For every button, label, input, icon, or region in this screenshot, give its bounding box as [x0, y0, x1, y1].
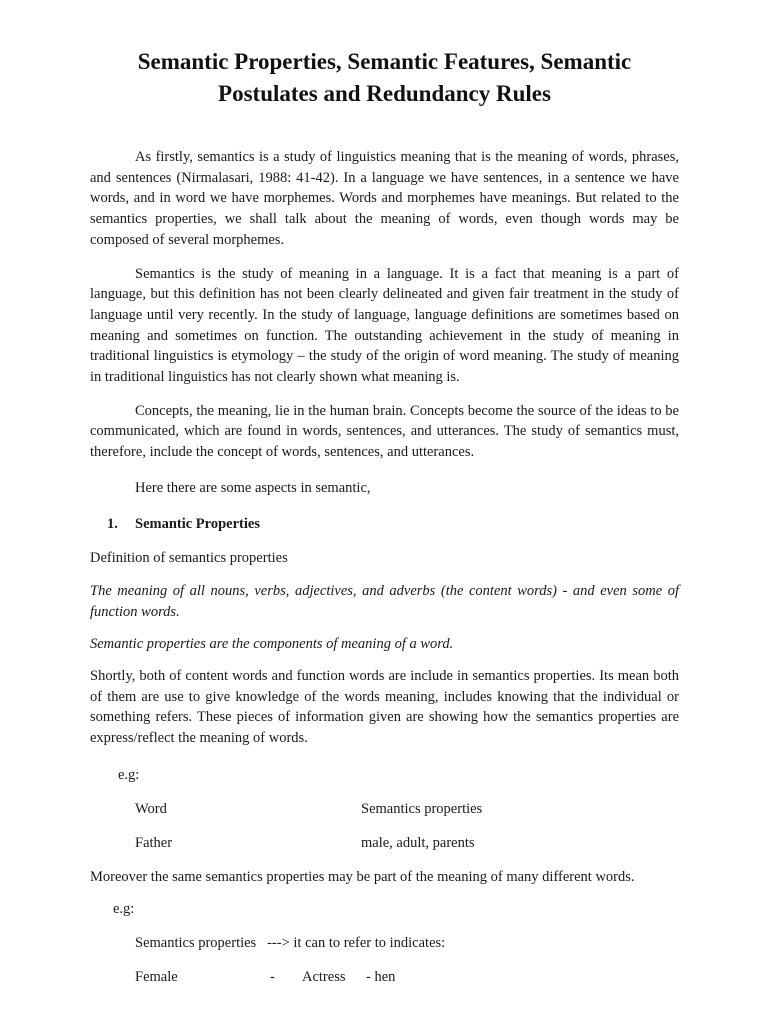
- document-title: [90, 46, 679, 110]
- title-line-1: Semantic Properties, Semantic Features, Semantic: [137, 49, 632, 74]
- example-1-header-word: Word: [135, 800, 167, 817]
- example-2-label: e.g:: [113, 901, 135, 918]
- paragraph-2: Semantics is the study of meaning in a language. It is a fact that meaning is a part of language, but this definition has not been clearly delineated and given fair treatment in the study of language until very recently. In the study of language, language definitions are sometimes based on meaning and sometimes on function. The outstanding achievement in the study of meaning in traditional linguistics is etymology – the study of the origin of word meaning. The study of meaning in traditional linguistics has not clearly shown what meaning is.: [90, 265, 679, 386]
- paragraph-4: Shortly, both of content words and function words are include in semantics properties. Its mean both of them are use to give knowledge of the words meaning, includes knowing that the individual or something refers. These pieces of information given are showing how the semantics properties are express/reflect the meaning of words.: [90, 668, 679, 747]
- example-2-header-row: [90, 933, 679, 954]
- italic-definition-2: Semantic properties are the components of meaning of a word.: [90, 636, 454, 653]
- example-1-header-properties: Semantics properties: [361, 800, 483, 817]
- section-heading: [90, 514, 679, 535]
- definition-title: Definition of semantics properties: [90, 550, 288, 567]
- italic-definition-1: The meaning of all nouns, verbs, adjectives, and adverbs (the content words) - and even some of function words.: [90, 582, 679, 620]
- section-number: 1.: [107, 515, 118, 532]
- example-2-word-1: Actress: [302, 968, 346, 985]
- example-2-header-left: [135, 933, 445, 954]
- example-2-header-left-text: Semantics properties: [135, 934, 257, 951]
- paragraph-5: Moreover the same semantics properties may be part of the meaning of many different words.: [90, 868, 635, 885]
- example-2-word-2: - hen: [366, 968, 396, 985]
- section-title: Semantic Properties: [135, 515, 260, 532]
- title-line-2: Postulates and Redundancy Rules: [218, 81, 551, 106]
- example-2-property: Female: [135, 968, 178, 985]
- intro-line: Here there are some aspects in semantic,: [135, 479, 371, 496]
- paragraph-3: Concepts, the meaning, lie in the human brain. Concepts become the source of the ideas to be communicated, which are found in words, sentences, and utterances. The study of semantics must, therefore, include the concept of words, sentences, and utterances.: [90, 402, 679, 461]
- example-1-word: Father: [135, 834, 173, 851]
- paragraph-1: As firstly, semantics is a study of linguistics meaning that is the meaning of words, phrases, and sentences (Nirmalasari, 1988: 41-42). In a language we have sentences, in a sentence we have words, and in word we have morphemes. Words and morphemes have meanings. But related to the semantics properties, we shall talk about the meaning of words, even though words may be composed of several morphemes.: [90, 149, 679, 248]
- example-2-arrow: --->: [267, 934, 290, 951]
- example-1-data-row: [90, 833, 679, 854]
- example-2-data-row: [90, 967, 679, 988]
- example-2-header-right: it can to refer to indicates:: [293, 934, 446, 951]
- example-2-dash: -: [270, 968, 275, 985]
- example-1-label: e.g:: [118, 766, 140, 783]
- example-1-header-row: [90, 799, 679, 820]
- example-1-properties: male, adult, parents: [361, 834, 475, 851]
